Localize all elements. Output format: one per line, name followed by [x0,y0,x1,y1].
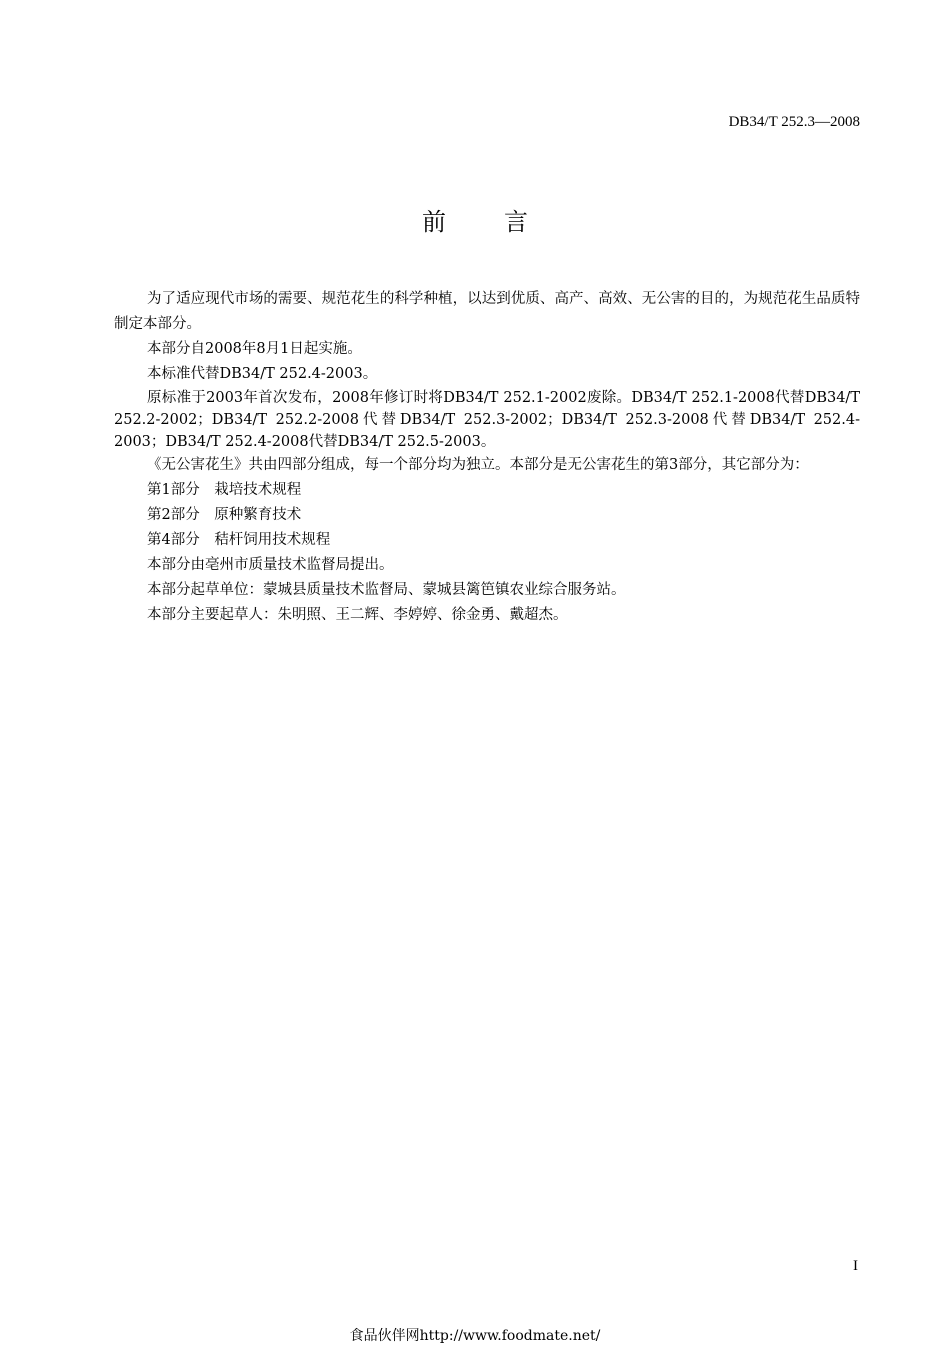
paragraph-drafting-units: 本部分起草单位：蒙城县质量技术监督局、蒙城县篱笆镇农业综合服务站。 [147,582,626,598]
part-list-item: 第2部分 原种繁育技术 [147,507,302,523]
footer-watermark: 食品伙伴网http://www.foodmate.net/ [349,1328,601,1344]
paragraph-history: 原标准于2003年首次发布，2008年修订时将DB34/T 252.1-2002废除。DB34/T 252.1-2008代替DB34/T 252.2-2002；DB34/T 252.2-2008代替DB34/T 252.3-2002；DB34/T 252.3-2008代替DB34/T 252.4-2003；DB34/T 252.4-2008代替DB34/T 252.5-2003。 [114,390,860,450]
part-list-item: 第1部分 栽培技术规程 [147,482,302,498]
paragraph-replaces: 本标准代替DB34/T 252.4-2003。 [147,366,378,382]
paragraph-effective-date: 本部分自2008年8月1日起实施。 [147,341,362,357]
part-list-item: 第4部分 秸杆饲用技术规程 [147,532,331,548]
page-title: 前言 [422,208,586,236]
paragraph-composition: 《无公害花生》共由四部分组成，每一个部分均为独立。本部分是无公害花生的第3部分，其它部分为： [147,457,809,473]
foreword-body [114,287,860,628]
document-code: DB34/T 252.3—2008 [728,114,860,130]
page-number: I [853,1258,858,1274]
paragraph-purpose: 为了适应现代市场的需要、规范花生的科学种植，以达到优质、高产、高效、无公害的目的，为规范花生品质特制定本部分。 [114,291,860,332]
paragraph-drafters: 本部分主要起草人：朱明照、王二辉、李婷婷、徐金勇、戴超杰。 [147,607,568,623]
paragraph-proposer: 本部分由亳州市质量技术监督局提出。 [147,557,394,573]
